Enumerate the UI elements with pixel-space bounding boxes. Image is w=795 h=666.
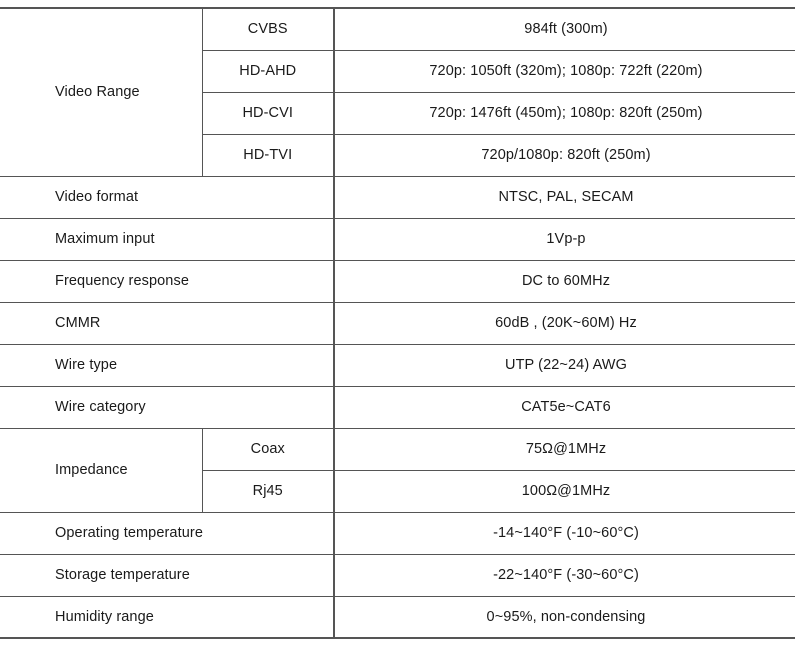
table-row <box>0 8 795 50</box>
cmmr-value: 60dB , (20K~60M) Hz <box>334 302 795 344</box>
humidity-range-label: Humidity range <box>0 596 334 638</box>
coax-label: Coax <box>202 428 334 470</box>
wire-type-label: Wire type <box>0 344 334 386</box>
video-format-value: NTSC, PAL, SECAM <box>334 176 795 218</box>
frequency-response-value: DC to 60MHz <box>334 260 795 302</box>
hd-tvi-value: 720p/1080p: 820ft (250m) <box>334 134 795 176</box>
cmmr-label: CMMR <box>0 302 334 344</box>
table-row <box>0 428 795 470</box>
table-row <box>0 386 795 428</box>
table-row <box>0 260 795 302</box>
table-row <box>0 218 795 260</box>
frequency-response-label: Frequency response <box>0 260 334 302</box>
wire-category-label: Wire category <box>0 386 334 428</box>
table-row <box>0 344 795 386</box>
maximum-input-label: Maximum input <box>0 218 334 260</box>
storage-temperature-label: Storage temperature <box>0 554 334 596</box>
rj45-label: Rj45 <box>202 470 334 512</box>
humidity-range-value: 0~95%, non-condensing <box>334 596 795 638</box>
wire-type-value: UTP (22~24) AWG <box>334 344 795 386</box>
table-row <box>0 176 795 218</box>
impedance-label: Impedance <box>0 428 202 512</box>
hd-cvi-label: HD-CVI <box>202 92 334 134</box>
cvbs-label: CVBS <box>202 8 334 50</box>
hd-cvi-value: 720p: 1476ft (450m); 1080p: 820ft (250m) <box>334 92 795 134</box>
coax-value: 75Ω@1MHz <box>334 428 795 470</box>
wire-category-value: CAT5e~CAT6 <box>334 386 795 428</box>
specifications-table <box>0 7 795 639</box>
cvbs-value: 984ft (300m) <box>334 8 795 50</box>
table-row <box>0 596 795 638</box>
video-format-label: Video format <box>0 176 334 218</box>
table-row <box>0 554 795 596</box>
hd-ahd-label: HD-AHD <box>202 50 334 92</box>
operating-temperature-label: Operating temperature <box>0 512 334 554</box>
storage-temperature-value: -22~140°F (-30~60°C) <box>334 554 795 596</box>
maximum-input-value: 1Vp-p <box>334 218 795 260</box>
video-range-label: Video Range <box>0 8 202 176</box>
table-row <box>0 302 795 344</box>
hd-tvi-label: HD-TVI <box>202 134 334 176</box>
table-row <box>0 512 795 554</box>
rj45-value: 100Ω@1MHz <box>334 470 795 512</box>
hd-ahd-value: 720p: 1050ft (320m); 1080p: 722ft (220m) <box>334 50 795 92</box>
operating-temperature-value: -14~140°F (-10~60°C) <box>334 512 795 554</box>
